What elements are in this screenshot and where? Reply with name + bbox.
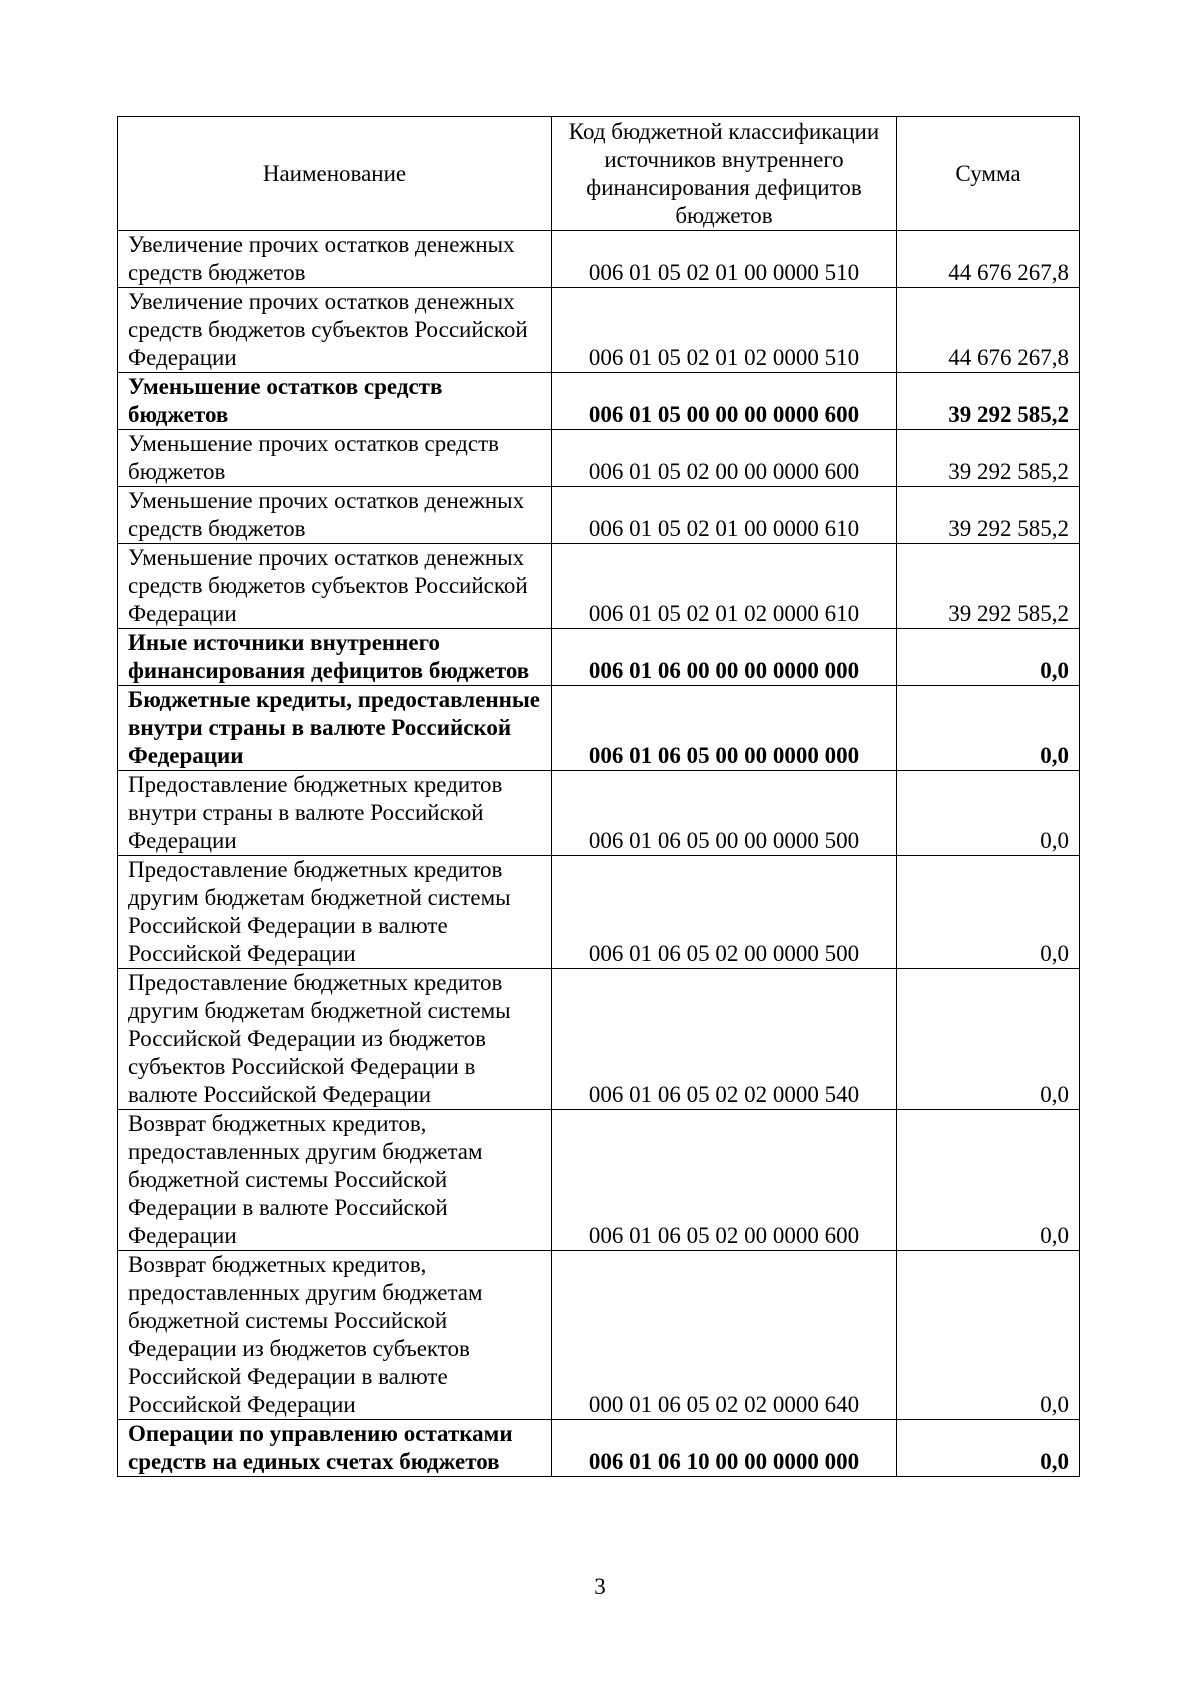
row-code: 006 01 06 05 02 02 0000 540 — [552, 969, 897, 1110]
row-name: Уменьшение прочих остатков денежных средств бюджетов субъектов Российской Федерации — [118, 544, 552, 629]
row-sum: 0,0 — [897, 1110, 1080, 1251]
row-sum: 39 292 585,2 — [897, 544, 1080, 629]
row-code: 006 01 05 02 01 02 0000 610 — [552, 544, 897, 629]
row-name: Увеличение прочих остатков денежных средств бюджетов субъектов Российской Федерации — [118, 288, 552, 373]
row-code: 000 01 06 05 02 02 0000 640 — [552, 1251, 897, 1420]
row-code: 006 01 06 05 02 00 0000 500 — [552, 856, 897, 969]
row-sum: 0,0 — [897, 1420, 1080, 1477]
row-name: Уменьшение остатков средств бюджетов — [118, 373, 552, 430]
row-sum: 0,0 — [897, 771, 1080, 856]
table-row — [118, 544, 1080, 629]
table-row — [118, 1251, 1080, 1420]
row-sum: 0,0 — [897, 686, 1080, 771]
table-row — [118, 969, 1080, 1110]
row-name: Операции по управлению остатками средств на единых счетах бюджетов — [118, 1420, 552, 1477]
row-sum: 39 292 585,2 — [897, 373, 1080, 430]
row-sum: 0,0 — [897, 1251, 1080, 1420]
row-sum: 0,0 — [897, 969, 1080, 1110]
table-row-bold — [118, 686, 1080, 771]
row-code: 006 01 06 05 00 00 0000 000 — [552, 686, 897, 771]
row-code: 006 01 05 00 00 00 0000 600 — [552, 373, 897, 430]
table-row — [118, 1110, 1080, 1251]
table-header-row — [118, 117, 1080, 231]
row-code: 006 01 05 02 01 00 0000 510 — [552, 231, 897, 288]
header-code: Код бюджетной классификации источников внутреннего финансирования дефицитов бюджетов — [552, 117, 897, 231]
row-code: 006 01 06 05 02 00 0000 600 — [552, 1110, 897, 1251]
header-sum: Сумма — [897, 117, 1080, 231]
header-name: Наименование — [118, 117, 552, 231]
row-code: 006 01 05 02 00 00 0000 600 — [552, 430, 897, 487]
row-sum: 39 292 585,2 — [897, 430, 1080, 487]
table-row-bold — [118, 373, 1080, 430]
row-name: Предоставление бюджетных кредитов другим бюджетам бюджетной системы Российской Федерации в валюте Российской Федерации — [118, 856, 552, 969]
row-code: 006 01 06 10 00 00 0000 000 — [552, 1420, 897, 1477]
row-code: 006 01 05 02 01 00 0000 610 — [552, 487, 897, 544]
table-row — [118, 231, 1080, 288]
row-sum: 44 676 267,8 — [897, 231, 1080, 288]
row-name: Уменьшение прочих остатков денежных средств бюджетов — [118, 487, 552, 544]
row-sum: 0,0 — [897, 856, 1080, 969]
table-row-bold — [118, 1420, 1080, 1477]
table-row — [118, 288, 1080, 373]
row-code: 006 01 06 05 00 00 0000 500 — [552, 771, 897, 856]
table-row — [118, 430, 1080, 487]
budget-sources-table — [117, 116, 1080, 1477]
row-name: Возврат бюджетных кредитов, предоставленных другим бюджетам бюджетной системы Российской Федерации из бюджетов субъектов Российской Федерации в валюте Российской Федерации — [118, 1251, 552, 1420]
row-name: Предоставление бюджетных кредитов другим бюджетам бюджетной системы Российской Федерации из бюджетов субъектов Российской Федерации в валюте Российской Федерации — [118, 969, 552, 1110]
row-name: Увеличение прочих остатков денежных средств бюджетов — [118, 231, 552, 288]
row-name: Иные источники внутреннего финансирования дефицитов бюджетов — [118, 629, 552, 686]
row-code: 006 01 06 00 00 00 0000 000 — [552, 629, 897, 686]
row-code: 006 01 05 02 01 02 0000 510 — [552, 288, 897, 373]
row-name: Возврат бюджетных кредитов, предоставленных другим бюджетам бюджетной системы Российской Федерации в валюте Российской Федерации — [118, 1110, 552, 1251]
row-name: Бюджетные кредиты, предоставленные внутри страны в валюте Российской Федерации — [118, 686, 552, 771]
table-row — [118, 771, 1080, 856]
row-sum: 0,0 — [897, 629, 1080, 686]
table-row-bold — [118, 629, 1080, 686]
page-number: 3 — [594, 1574, 606, 1599]
row-sum: 44 676 267,8 — [897, 288, 1080, 373]
row-sum: 39 292 585,2 — [897, 487, 1080, 544]
row-name: Предоставление бюджетных кредитов внутри страны в валюте Российской Федерации — [118, 771, 552, 856]
table-row — [118, 487, 1080, 544]
table-row — [118, 856, 1080, 969]
row-name: Уменьшение прочих остатков средств бюджетов — [118, 430, 552, 487]
